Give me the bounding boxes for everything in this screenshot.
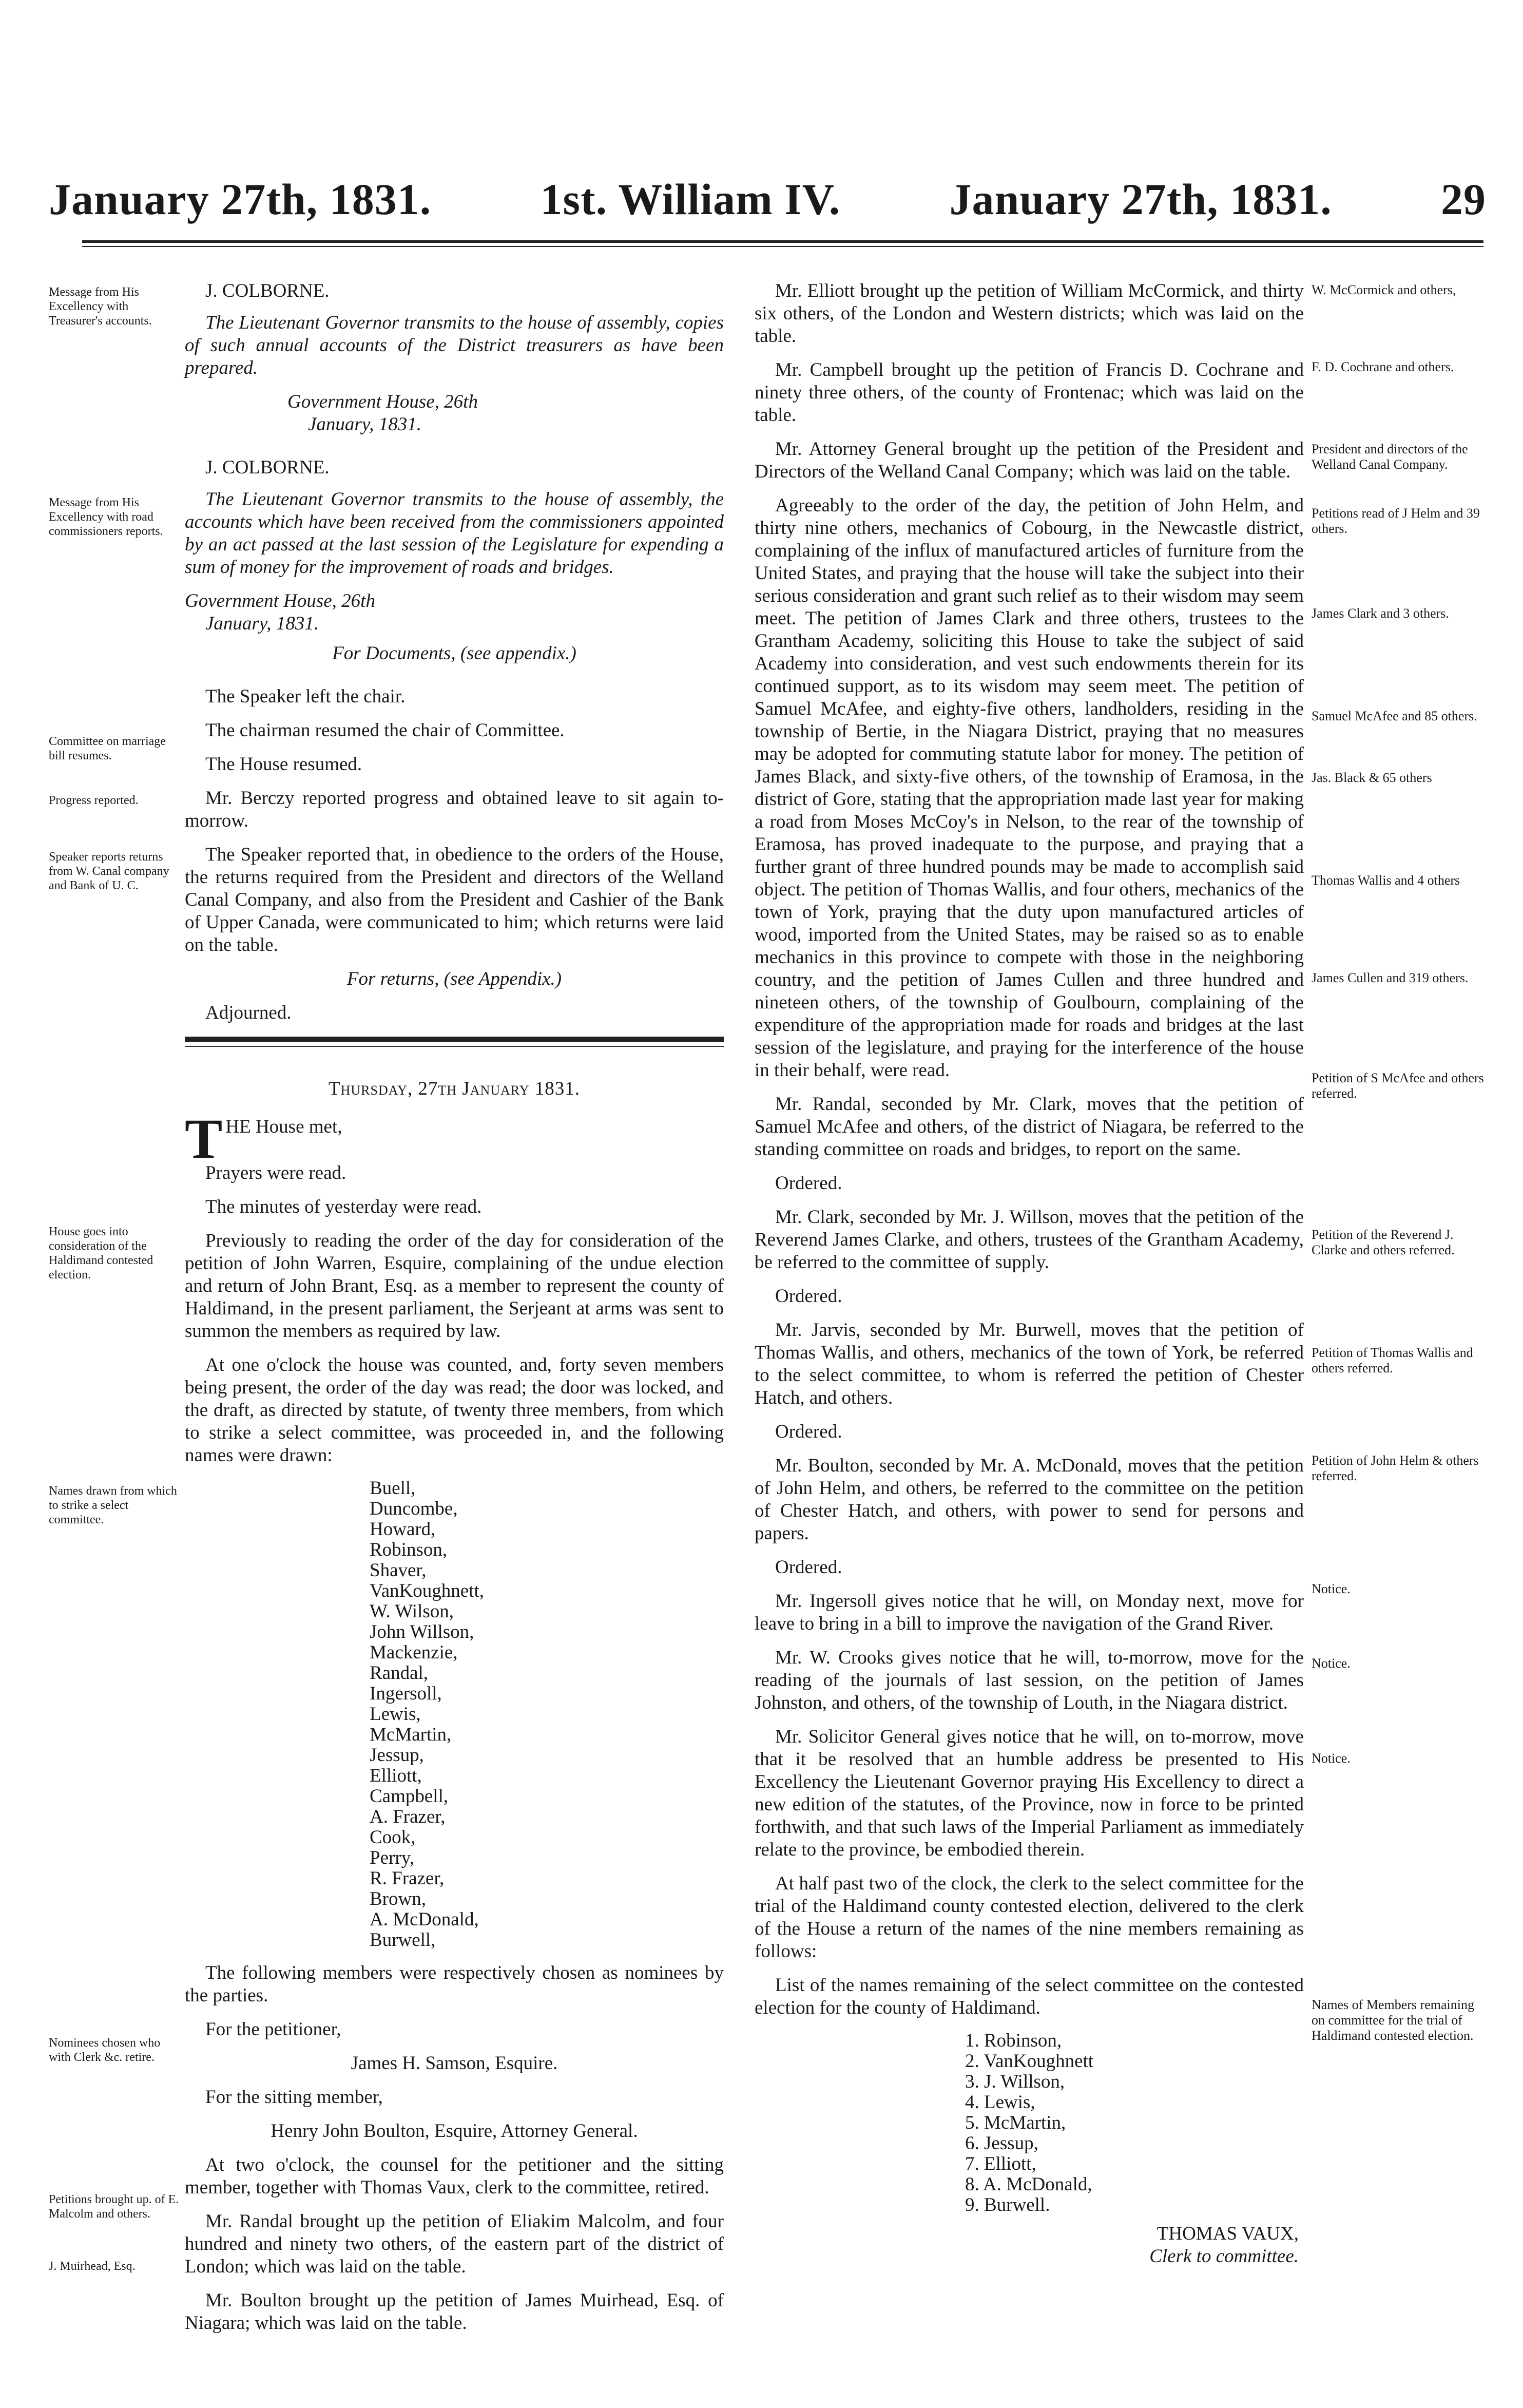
paragraph: At half past two of the clock, the clerk to the select committee for the trial of the Haldimand county contested election, delivered to the clerk of the House a return of the names of the nine members remaining as follows: [755,1873,1304,1962]
drawn-name: McMartin, [370,1724,452,1745]
house-met: THE House met, [185,1107,342,1170]
drawn-name: Cook, [370,1827,416,1848]
remaining-member: 3. J. Willson, [965,2071,1065,2092]
ordered: Ordered. [775,1421,842,1442]
drawn-name: Burwell, [370,1929,436,1951]
paragraph: Mr. Solicitor General gives notice that he will, on to-morrow, move that it be resolved that an humble address be presented to His Excellency the Lieutenant Governor praying His Excellency to direct a new edition of the statutes, of the Province, now in force to be printed forthwith, and that such laws of the Imperial Parliament as immediately relate to the province, be embodied therein. [755,1726,1304,1860]
drawn-name: John Willson, [370,1621,474,1642]
date-line: Government House, 26th [185,590,375,611]
right-column [755,280,1304,2279]
ordered: Ordered. [775,1173,842,1194]
returns-note: For returns, (see Appendix.) [346,968,562,989]
clerk-signature: THOMAS VAUX, [1156,2223,1299,2244]
page-number: 29 [1441,175,1486,224]
paragraph: At two o'clock, the counsel for the petitioner and the sitting member, together with Thomas Vaux, clerk to the committee, retired. [185,2154,724,2198]
drawn-name: Howard, [370,1519,436,1540]
margin-note: James Cullen and 319 others. [1312,970,1469,985]
paragraph: Mr. Campbell brought up the petition of Francis D. Cochrane and ninety three others, of the county of Frontenac; which was laid on the table. [755,359,1304,426]
margin-note: Names drawn from which to strike a select committee. [49,1484,177,1526]
nominee: Henry John Boulton, Esquire, Attorney General. [271,2120,638,2142]
margin-note: J. Muirhead, Esq. [49,2260,136,2273]
drawn-name: Mackenzie, [370,1642,458,1663]
margin-note: Petition of S McAfee and others referred. [1312,1071,1484,1101]
remaining-member: 9. Burwell. [965,2194,1050,2215]
date-line: January, 1831. [308,414,421,435]
margin-note: F. D. Cochrane and others. [1312,359,1454,374]
left-column [185,280,724,2346]
section-rule-thin [185,1046,724,1047]
margin-note: Jas. Black & 65 others [1312,770,1432,785]
paragraph: At one o'clock the house was counted, and, forty seven members being present, the order of the day was read; the door was locked, and the draft, as directed by statute, of twenty three members, from which to strike a select committee, was proceeded in, and the following names were drawn: [185,1354,724,1466]
drawn-name: Perry, [370,1847,414,1868]
paragraph: The House resumed. [205,754,362,775]
drawn-name: A. McDonald, [370,1909,479,1930]
header-date-left: January 27th, 1831. [49,175,432,224]
margin-note: Notice. [1312,1751,1351,1766]
margin-note: Names of Members remaining on committee for the trial of Haldimand contested election. [1312,1997,1474,2043]
remaining-member: 7. Elliott, [965,2153,1036,2174]
paragraph: The following members were respectively chosen as nominees by the parties. [185,1962,724,2006]
header-date-right: January 27th, 1831. [949,175,1332,224]
paragraph: Mr. Randal, seconded by Mr. Clark, moves that the petition of Samuel McAfee and others, of the district of Niagara, be referred to the standing committee on roads and bridges, to report on the same. [755,1094,1304,1160]
paragraph: Mr. Berczy reported progress and obtained leave to sit again to-morrow. [185,788,724,831]
nominee: James H. Samson, Esquire. [351,2053,558,2074]
remaining-member: 4. Lewis, [965,2092,1035,2113]
drop-cap: T [185,1107,223,1170]
paragraph: For the petitioner, [205,2019,341,2040]
drawn-name: Elliott, [370,1765,422,1786]
drawn-name: Jessup, [370,1745,424,1766]
remaining-member: 1. Robinson, [965,2030,1062,2051]
margin-note: Speaker reports returns from W. Canal company and Bank of U. C. [49,850,169,892]
drawn-name: Shaver, [370,1560,427,1581]
margin-note: Progress reported. [49,794,139,807]
margin-note: Petition of John Helm & others referred. [1312,1453,1479,1483]
paragraph: Previously to reading the order of the day for consideration of the petition of John Warren, Esquire, complaining of the undue election and return of John Brant, Esq. as a member to represent the county of Haldimand, in the present parliament, the Serjeant at arms was sent to summon the members as required by law. [185,1230,724,1342]
margin-note: Samuel McAfee and 85 others. [1312,709,1477,723]
signature: J. COLBORNE. [205,457,330,478]
ordered: Ordered. [775,1557,842,1578]
message-text: The Lieutenant Governor transmits to the house of assembly, the accounts which have been received from the commissioners appointed by an act passed at the last session of the Legislature for expending a sum of money for the improvement of roads and bridges. [185,489,724,578]
margin-note: Message from His Excellency with Treasurer's accounts. [49,285,152,328]
date-line: Government House, 26th [287,391,478,412]
paragraph: Mr. Jarvis, seconded by Mr. Burwell, moves that the petition of Thomas Wallis, and others, mechanics of the town of York, be referred to the select committee, to whom is referred the petition of Chester Hatch, and others. [755,1320,1304,1408]
margin-note: Thomas Wallis and 4 others [1312,873,1460,888]
documents-note: For Documents, (see appendix.) [332,643,576,664]
paragraph: Mr. Boulton, seconded by Mr. A. McDonald, moves that the petition of John Helm, and others, be referred to the committee on the petition of Chester Hatch, and others, with power to send for persons and papers. [755,1455,1304,1544]
margin-note: Petitions read of J Helm and 39 others. [1312,506,1480,536]
margin-note: Message from His Excellency with road commissioners reports. [49,496,163,538]
clerk-title: Clerk to committee. [1149,2246,1299,2267]
drawn-name: Randal, [370,1662,429,1684]
remaining-member: 5. McMartin, [965,2112,1066,2133]
paragraph: The minutes of yesterday were read. [205,1196,482,1217]
paragraph: Mr. Elliott brought up the petition of William McCormick, and thirty six others, of the London and Western districts; which was laid on the table. [755,280,1304,347]
margin-note: House goes into consideration of the Haldimand contested election. [49,1225,153,1282]
drawn-name: Robinson, [370,1539,448,1560]
paragraph: The Speaker reported that, in obedience to the orders of the House, the returns required from the President and directors of the Welland Canal Company, and also from the President and Cashier of the Bank of Upper Canada, were communicated to him; which returns were laid on the table. [185,844,724,955]
day-heading: Thursday, 27th January 1831. [329,1078,580,1099]
margin-note: Petition of the Reverend J. Clarke and others referred. [1312,1227,1455,1257]
drawn-name: A. Frazer, [370,1806,446,1827]
ordered: Ordered. [775,1286,842,1307]
margin-note: James Clark and 3 others. [1312,606,1449,621]
drawn-name: Ingersoll, [370,1683,442,1704]
margin-note: Petitions brought up. of E. Malcolm and others. [49,2193,179,2221]
header-reign: 1st. William IV. [540,175,841,224]
paragraph: Prayers were read. [205,1162,346,1183]
drawn-name: W. Wilson, [370,1601,454,1622]
paragraph: Agreeably to the order of the day, the petition of John Helm, and thirty nine others, mechanics of Cobourg, in the Newcastle district, complaining of the influx of manufactured articles of furniture from the United States, and praying that the house will take the subject into their serious consideration and grant such relief as to their wisdom may seem meet. The petition of James Clark and three others, trustees to the Grantham Academy, soliciting this House to take the subject of said Academy into consideration, and vest such endowments therein for its continued support, as to its wisdom may seem meet. The petition of Samuel McAfee, and eighty-five others, landholders, residing in the township of Bertie, in the Niagara District, praying that no measures may be adopted for commuting statute labor for money. The petition of James Black, and sixty-five others, of the township of Eramosa, in the district of Gore, stating that the appropriation made last year for making a road from Moses McCoy's in Nelson, to the rear of the township of Eramosa, has proved inadequate to the purpose, and praying that a further grant of three hundred pounds may be made to accomplish said object. The petition of Thomas Wallis, and four others, mechanics of the town of York, praying that the duty upon manufactured articles of wood, imported from the United States, may be raised so as to enable mechanics in this province to compete with those in the neighboring country, and the petition of James Cullen and three hundred and nineteen others, of the township of Goulbourn, complaining of the expenditure of the appropriation made for roads and bridges at the last session of the legislature, and praying for the interference of the house in their behalf, were read. [755,495,1304,1081]
margin-note: Petition of Thomas Wallis and others referred. [1312,1345,1473,1375]
drawn-name: Brown, [370,1888,426,1909]
margin-note: W. McCormick and others, [1312,282,1456,297]
paragraph: Mr. Clark, seconded by Mr. J. Willson, moves that the petition of the Reverend James Clarke, and others, trustees of the Grantham Academy, be referred to the committee of supply. [755,1207,1304,1273]
paragraph: Mr. Randal brought up the petition of Eliakim Malcolm, and four hundred and ninety two others, of the eastern part of the district of London; which was laid on the table. [185,2211,724,2277]
drawn-names-list [370,1478,724,1951]
paragraph: The chairman resumed the chair of Committee. [205,720,565,741]
drawn-name: Buell, [370,1478,416,1499]
signature: J. COLBORNE. [205,280,330,301]
date-line: January, 1831. [205,613,319,634]
drawn-name: R. Frazer, [370,1868,445,1889]
remaining-member: 8. A. McDonald, [965,2174,1092,2195]
margin-note: Notice. [1312,1581,1351,1596]
drawn-name: Lewis, [370,1704,421,1725]
paragraph: List of the names remaining of the select committee on the contested election for the county of Haldimand. [755,1975,1304,2018]
remaining-member: 6. Jessup, [965,2133,1038,2154]
margin-note: Notice. [1312,1656,1351,1671]
paragraph: Mr. Boulton brought up the petition of James Muirhead, Esq. of Niagara; which was laid on the table. [185,2290,724,2334]
paragraph: Mr. W. Crooks gives notice that he will, to-morrow, move for the reading of the journals of last session, on the petition of James Johnston, and others, of the township of Louth, in the Niagara district. [755,1647,1304,1713]
drawn-name: Duncombe, [370,1498,458,1519]
header-rule [82,240,1483,247]
section-rule [185,1037,724,1042]
margin-note: Nominees chosen who with Clerk &c. retire. [49,2036,161,2064]
remaining-members-list [965,2031,1304,2215]
paragraph: Mr. Attorney General brought up the petition of the President and Directors of the Welland Canal Company; which was laid on the table. [755,438,1304,482]
paragraph: Mr. Ingersoll gives notice that he will, on Monday next, move for leave to bring in a bill to improve the navigation of the Grand River. [755,1591,1304,1634]
drawn-name: Campbell, [370,1786,449,1807]
adjourned: Adjourned. [205,1002,292,1023]
margin-note: Committee on marriage bill resumes. [49,735,166,762]
margin-note: President and directors of the Welland Canal Company. [1312,442,1468,472]
paragraph: For the sitting member, [205,2087,383,2108]
running-head [49,174,1486,230]
drawn-name: VanKoughnett, [370,1580,484,1601]
message-text: The Lieutenant Governor transmits to the house of assembly, copies of such annual accounts of the District treasurers as have been prepared. [185,312,724,378]
remaining-member: 2. VanKoughnett [965,2051,1094,2072]
paragraph: The Speaker left the chair. [205,686,406,707]
